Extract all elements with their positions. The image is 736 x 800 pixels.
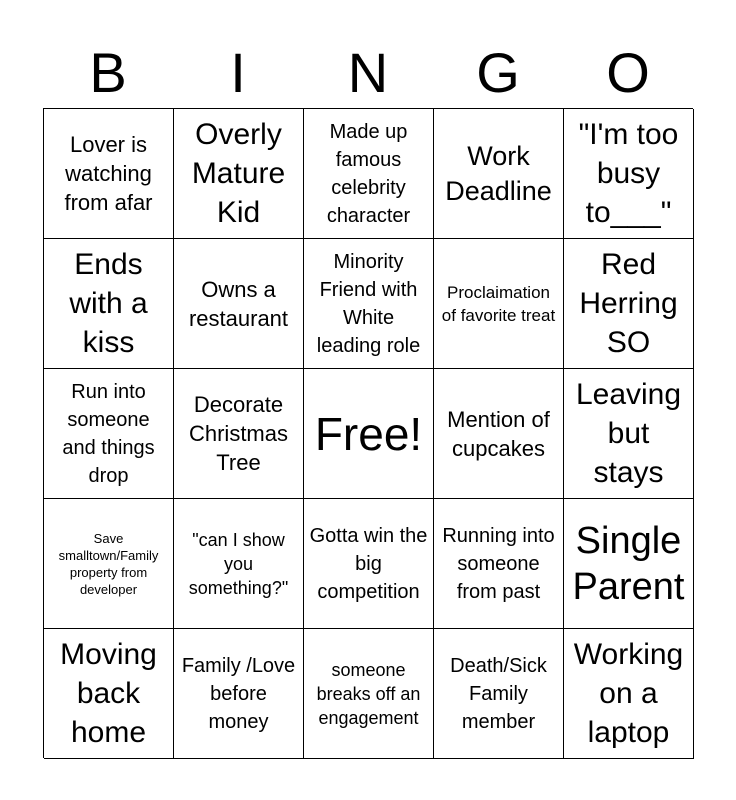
header-letter-i: I xyxy=(230,41,246,104)
header-letter-o: O xyxy=(606,41,650,104)
bingo-cell-r1c2[interactable] xyxy=(174,109,304,239)
bingo-cell-r4c1[interactable] xyxy=(44,499,174,629)
bingo-cell-r2c3[interactable] xyxy=(304,239,434,369)
cell-label: Moving back home xyxy=(60,638,157,749)
cell-label: Owns a restaurant xyxy=(188,276,289,331)
bingo-board xyxy=(43,108,693,758)
cell-label: Gotta win the big competition xyxy=(309,524,428,603)
cell-label: Death/Sick Family member xyxy=(450,654,547,733)
bingo-cell-r3c4[interactable] xyxy=(434,369,564,499)
cell-label: Ends with a kiss xyxy=(69,248,148,359)
bingo-cell-r5c3[interactable] xyxy=(304,629,434,759)
cell-label: Made up famous celebrity character xyxy=(326,120,411,227)
bingo-cell-r2c1[interactable] xyxy=(44,239,174,369)
bingo-header xyxy=(43,38,693,108)
bingo-cell-r5c5[interactable] xyxy=(564,629,694,759)
header-letter-g: G xyxy=(476,41,520,104)
cell-label: Running into someone from past xyxy=(442,524,555,603)
header-letter-n: N xyxy=(347,41,389,104)
bingo-cell-r4c4[interactable] xyxy=(434,499,564,629)
bingo-cell-r1c5[interactable] xyxy=(564,109,694,239)
cell-label: Save smalltown/Family property from developer xyxy=(58,530,159,597)
cell-label: Working on a laptop xyxy=(573,638,684,749)
cell-label: Run into someone and things drop xyxy=(62,380,155,487)
bingo-cell-r5c4[interactable] xyxy=(434,629,564,759)
cell-label: Red Herring SO xyxy=(579,248,678,359)
bingo-cell-r4c5[interactable] xyxy=(564,499,694,629)
bingo-cell-r5c2[interactable] xyxy=(174,629,304,759)
cell-label: Leaving but stays xyxy=(575,378,682,489)
cell-label: "can I show you something?" xyxy=(188,529,289,598)
bingo-cell-r1c4[interactable] xyxy=(434,109,564,239)
bingo-cell-r2c2[interactable] xyxy=(174,239,304,369)
cell-label: "I'm too busy to___" xyxy=(578,118,679,229)
bingo-cell-r1c3[interactable] xyxy=(304,109,434,239)
bingo-cell-r1c1[interactable] xyxy=(44,109,174,239)
cell-label: Proclaimation of favorite treat xyxy=(441,282,556,325)
cell-label: Overly Mature Kid xyxy=(191,118,286,229)
bingo-cell-r3c3[interactable] xyxy=(304,369,434,499)
header-letter-b: B xyxy=(89,41,127,104)
cell-label: Minority Friend with White leading role xyxy=(316,250,421,357)
bingo-cell-r2c4[interactable] xyxy=(434,239,564,369)
cell-label: Single Parent xyxy=(572,519,685,608)
cell-label: Mention of cupcakes xyxy=(447,406,550,461)
bingo-cell-r4c3[interactable] xyxy=(304,499,434,629)
bingo-cell-r4c2[interactable] xyxy=(174,499,304,629)
free-space-label: Free! xyxy=(314,407,423,460)
cell-label: Lover is watching from afar xyxy=(64,132,153,215)
bingo-cell-r3c5[interactable] xyxy=(564,369,694,499)
cell-label: someone breaks off an engagement xyxy=(316,659,421,728)
bingo-cell-r3c2[interactable] xyxy=(174,369,304,499)
bingo-cell-r5c1[interactable] xyxy=(44,629,174,759)
cell-label: Decorate Christmas Tree xyxy=(188,392,288,475)
cell-label: Work Deadline xyxy=(445,140,552,206)
bingo-cell-r2c5[interactable] xyxy=(564,239,694,369)
cell-label: Family /Love before money xyxy=(181,654,296,733)
bingo-cell-r3c1[interactable] xyxy=(44,369,174,499)
